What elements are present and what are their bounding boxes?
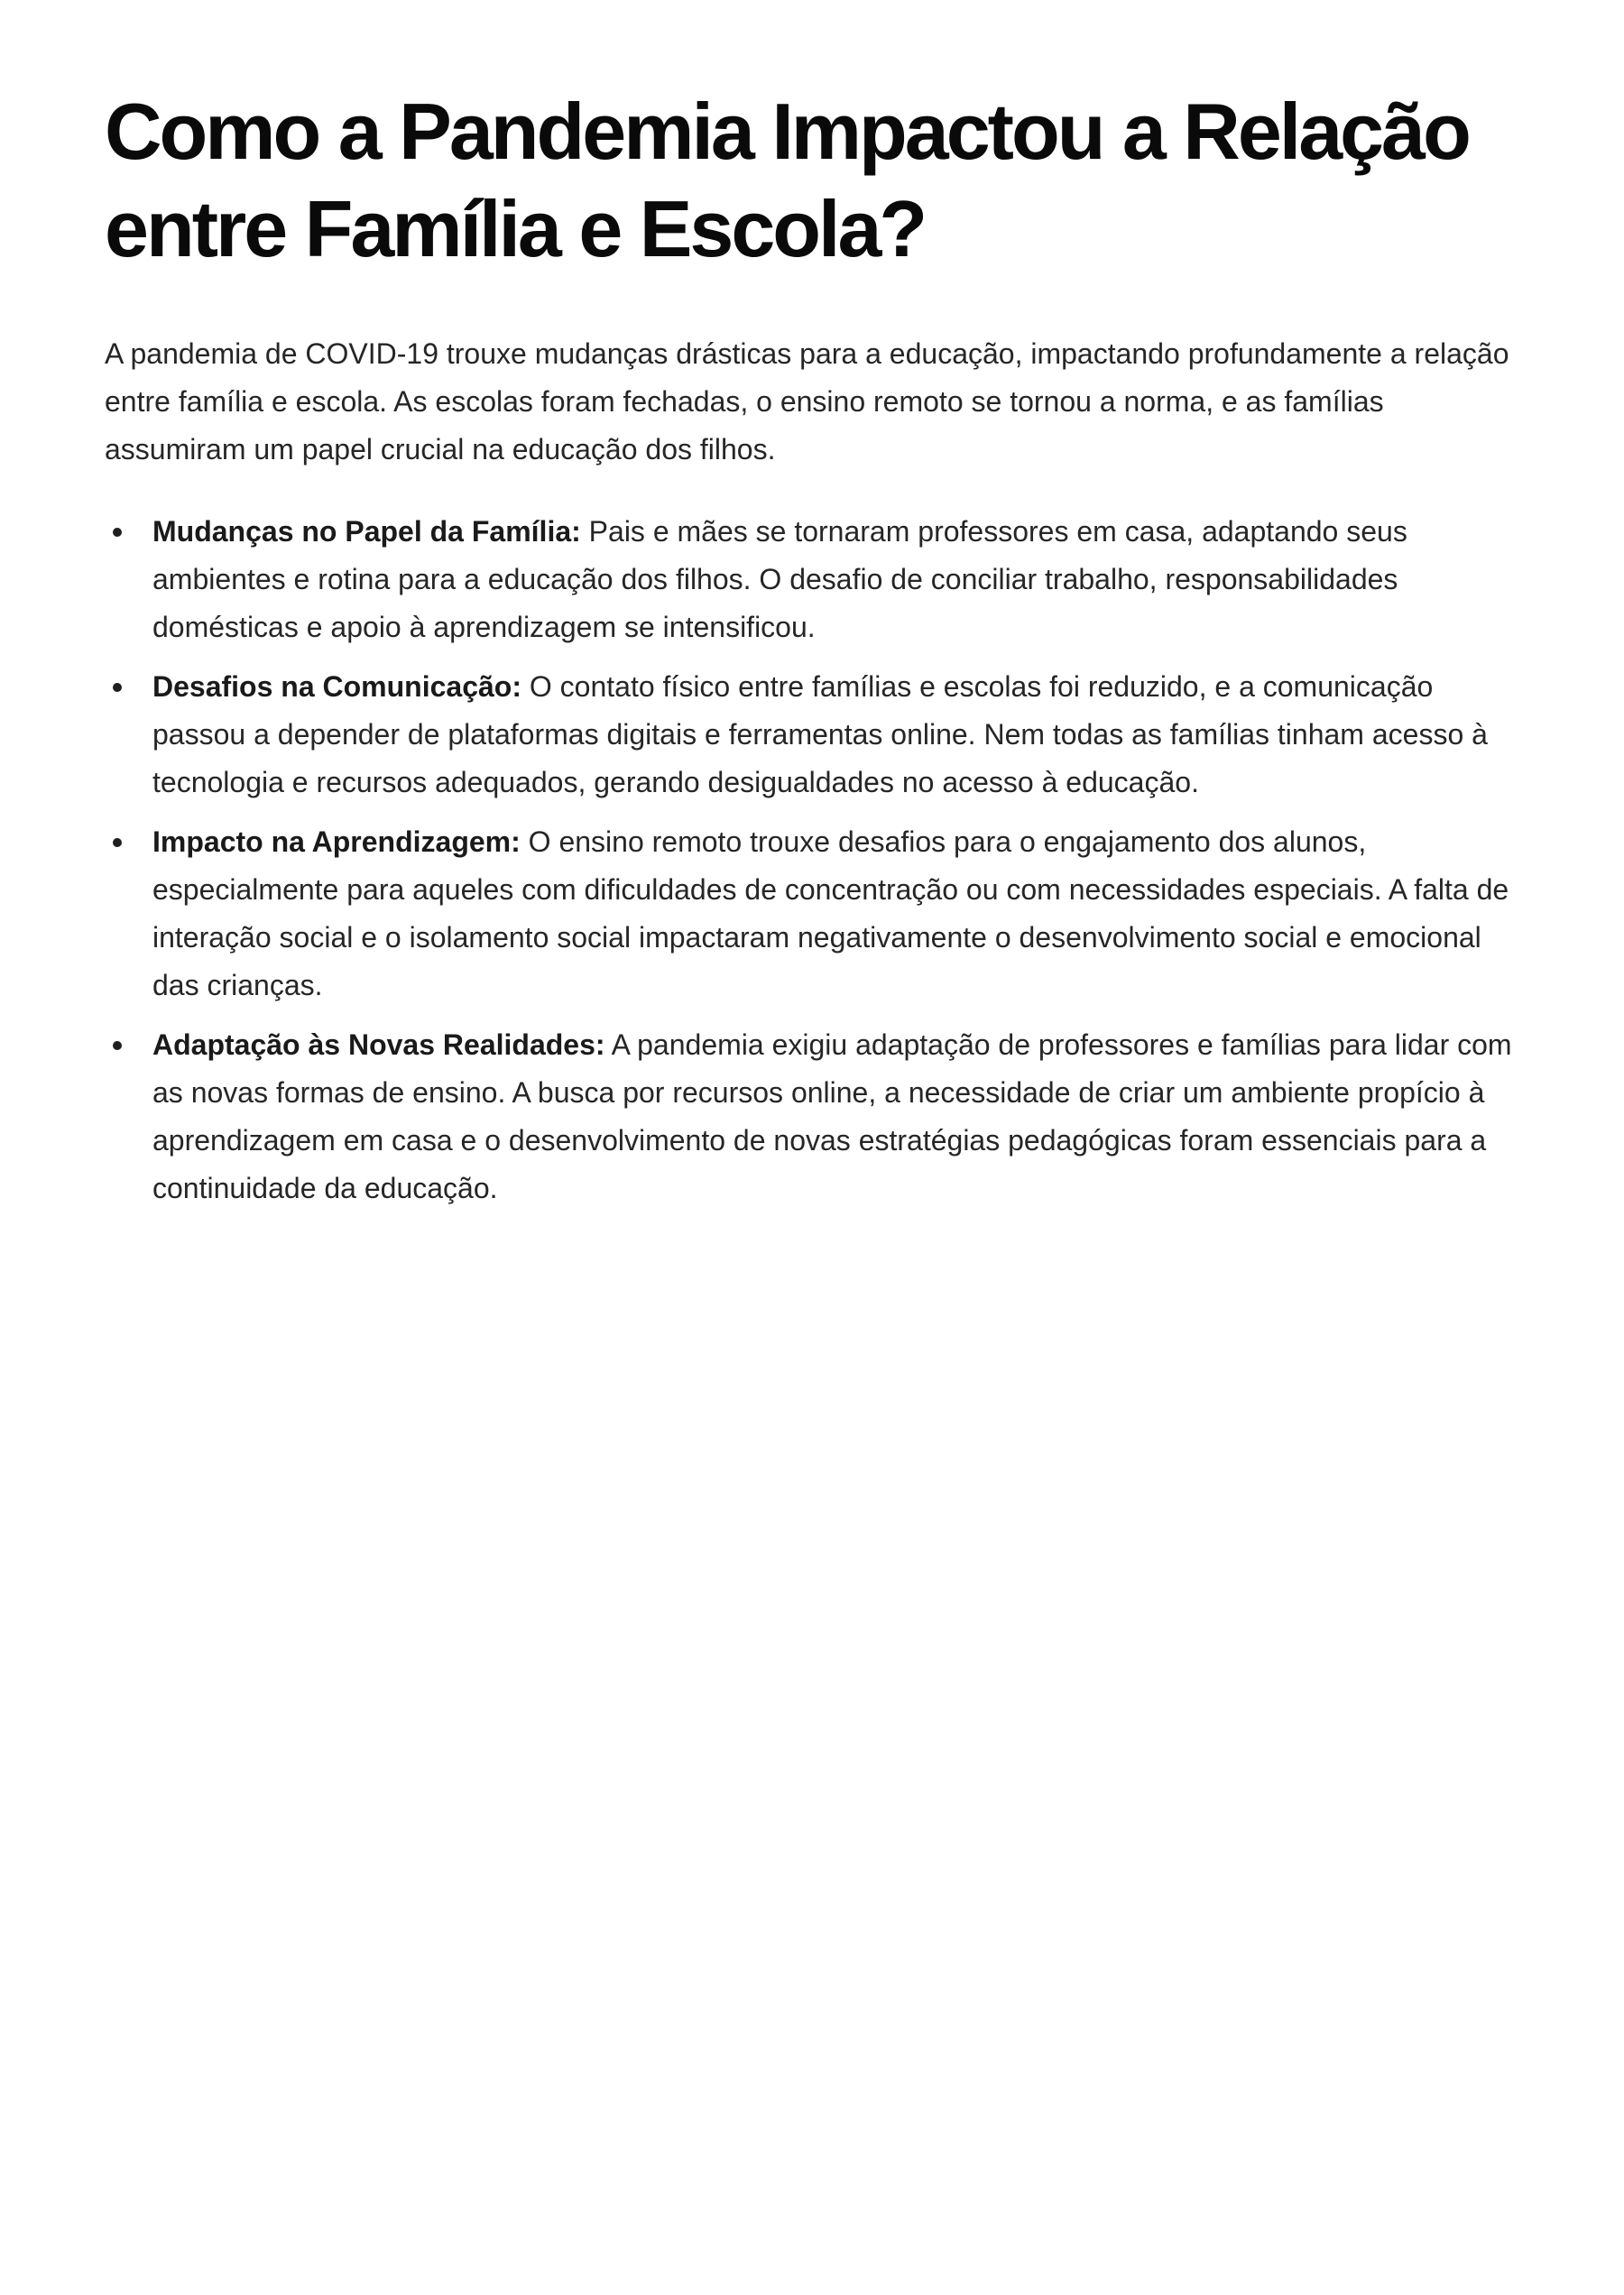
bullet-dot-icon: [113, 528, 122, 537]
bullet-dot-icon: [113, 1041, 122, 1050]
list-item: [105, 1021, 1530, 1212]
bullet-text: Pais e mães se tornaram professores em casa, adaptando seus ambientes e rotina para a educação dos filhos. O desafio de conciliar trabalho, responsabilidades domésticas e apoio à aprendizagem se intensificou.: [152, 515, 1407, 643]
bullet-term: Impacto na Aprendizagem:: [152, 825, 521, 858]
bullet-term: Desafios na Comunicação:: [152, 670, 521, 703]
document-page: [105, 83, 1530, 1224]
bullet-text: A pandemia exigiu adaptação de professores e famílias para lidar com as novas formas de ensino. A busca por recursos online, a necessidade de criar um ambiente propício à aprendizagem em casa e o desenvolvimento de novas estratégias pedagógicas foram essenciais para a continuidade da educação.: [152, 1028, 1512, 1204]
bullet-list: [105, 508, 1530, 1212]
bullet-dot-icon: [113, 838, 122, 847]
page-title: Como a Pandemia Impactou a Relação entre Família e Escola?: [105, 87, 1469, 273]
bullet-text: O contato físico entre famílias e escolas foi reduzido, e a comunicação passou a depender de plataformas digitais e ferramentas online. Nem todas as famílias tinham acesso à tecnologia e recursos adequados, gerando desigualdades no acesso à educação.: [152, 670, 1488, 798]
bullet-term: Mudanças no Papel da Família:: [152, 515, 581, 548]
bullet-term: Adaptação às Novas Realidades:: [152, 1028, 605, 1061]
list-item: [105, 508, 1530, 651]
intro-paragraph: A pandemia de COVID-19 trouxe mudanças drásticas para a educação, impactando profundamente a relação entre família e escola. As escolas foram fechadas, o ensino remoto se tornou a norma, e as famílias assumiram um papel crucial na educação dos filhos.: [105, 337, 1509, 465]
bullet-dot-icon: [113, 683, 122, 692]
list-item: [105, 818, 1530, 1009]
list-item: [105, 663, 1530, 806]
bullet-text: O ensino remoto trouxe desafios para o engajamento dos alunos, especialmente para aqueles com dificuldades de concentração ou com necessidades especiais. A falta de interação social e o isolamento social impactaram negativamente o desenvolvimento social e emocional das crianças.: [152, 825, 1509, 1001]
